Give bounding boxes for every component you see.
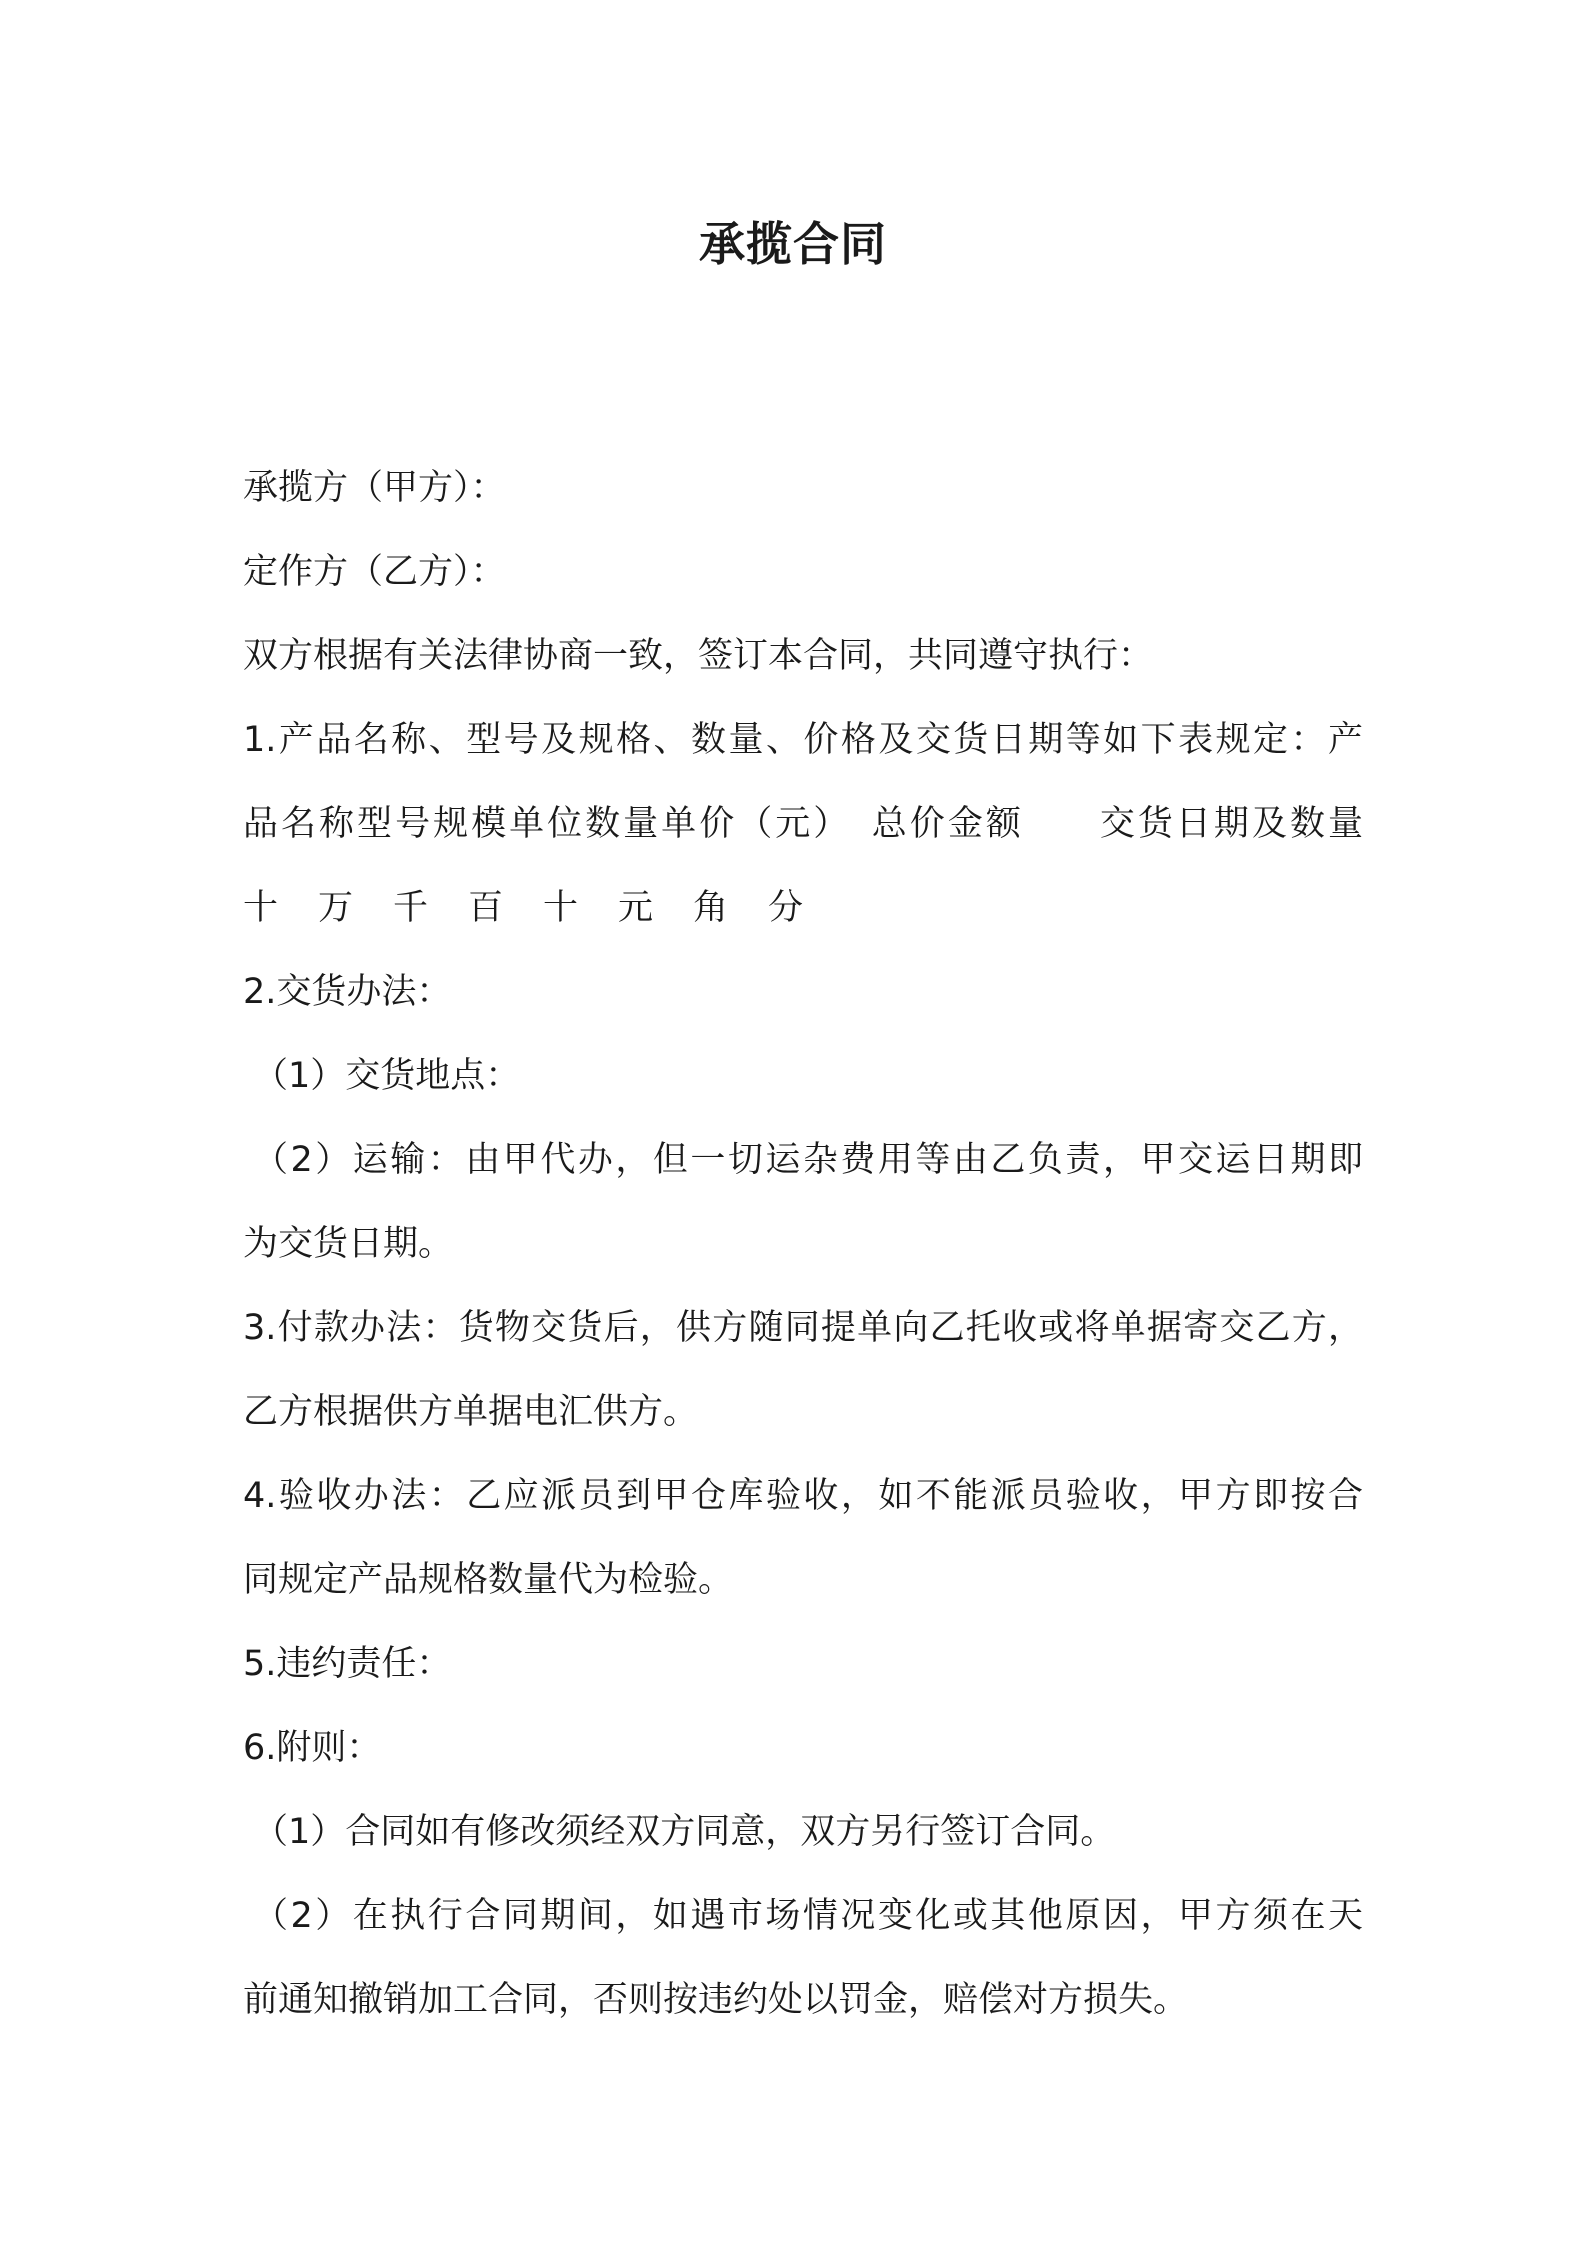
clause-1-line-1: 1.产品名称、型号及规格、数量、价格及交货日期等如下表规定：产 [243, 720, 1363, 760]
clause-6-heading: 6.附则： [243, 1728, 382, 1768]
unit-shi: 十 [543, 888, 579, 928]
currency-units-row [243, 866, 1363, 950]
clause-2-1: （1）交货地点： [253, 1056, 521, 1096]
unit-jiao: 角 [693, 888, 729, 928]
unit-wan: 万 [318, 888, 354, 928]
preamble-line: 双方根据有关法律协商一致，签订本合同，共同遵守执行： [243, 636, 1154, 676]
unit-fen: 分 [768, 888, 804, 928]
clause-6-1: （1）合同如有修改须经双方同意，双方另行签订合同。 [253, 1812, 1116, 1852]
party-b-line: 定作方（乙方）： [243, 552, 506, 592]
clause-1-line-2: 品名称型号规模单位数量单价（元） 总价金额 交货日期及数量 [243, 804, 1363, 844]
clause-2-2-line-2: 为交货日期。 [243, 1224, 454, 1264]
clause-6-2-line-2: 前通知撤销加工合同，否则按违约处以罚金，赔偿对方损失。 [243, 1980, 1189, 2020]
unit-shi-wan: 十 [243, 888, 279, 928]
clause-5-heading: 5.违约责任： [243, 1644, 452, 1684]
document-title: 承揽合同 [699, 217, 887, 271]
clause-6-2-line-1: （2）在执行合同期间，如遇市场情况变化或其他原因，甲方须在天 [253, 1896, 1363, 1936]
clause-3-line-1: 3.付款办法：货物交货后，供方随同提单向乙托收或将单据寄交乙方， [243, 1308, 1363, 1348]
clause-2-heading: 2.交货办法： [243, 972, 452, 1012]
clause-4-line-1: 4.验收办法：乙应派员到甲仓库验收，如不能派员验收，甲方即按合 [243, 1476, 1363, 1516]
unit-yuan: 元 [618, 888, 654, 928]
clause-2-2-line-1: （2）运输：由甲代办，但一切运杂费用等由乙负责，甲交运日期即 [253, 1140, 1363, 1180]
party-a-line: 承揽方（甲方）： [243, 468, 506, 508]
clause-4-line-2: 同规定产品规格数量代为检验。 [243, 1560, 734, 1600]
clause-3-line-2: 乙方根据供方单据电汇供方。 [243, 1392, 699, 1432]
unit-bai: 百 [468, 888, 504, 928]
contract-body [243, 446, 1363, 2042]
unit-qian: 千 [393, 888, 429, 928]
